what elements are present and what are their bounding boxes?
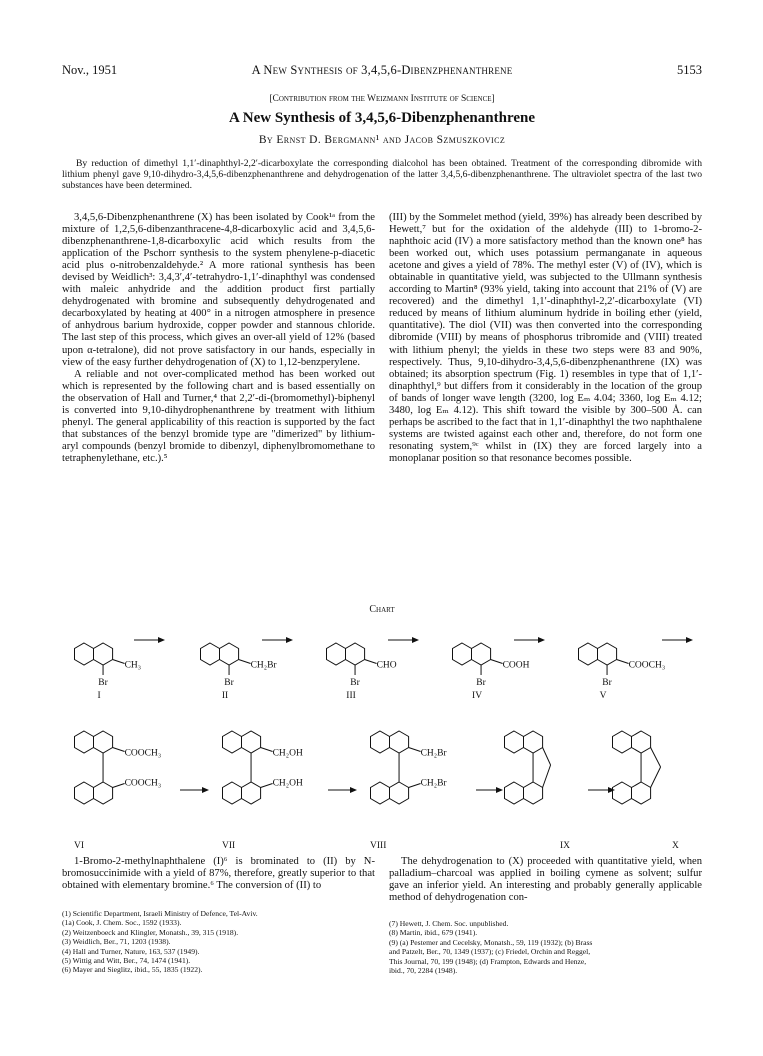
footnote: (8) Martin, ibid., 679 (1941). (389, 928, 478, 938)
substituent-label: CH₃ (124, 660, 142, 671)
compound-numeral: VI (74, 841, 85, 851)
ring-left (75, 731, 94, 753)
ring-right (220, 643, 239, 665)
bromine-label: Br (350, 678, 360, 688)
substituent-label: COOH (502, 660, 530, 671)
substituent-bond (365, 660, 377, 664)
compound-numeral: X (672, 841, 679, 851)
substituent-label: COOCH₃ (124, 778, 162, 789)
ring-left (327, 643, 346, 665)
ring-left (505, 731, 524, 753)
ring-right (242, 731, 261, 753)
ring-left (579, 643, 598, 665)
footnote: ibid., 70, 2284 (1948). (389, 966, 458, 976)
substituent-label: CH₂OH (272, 778, 303, 789)
substituent-label: CH₂Br (420, 748, 447, 759)
running-header (62, 63, 702, 79)
substituent-label: CH₂Br (420, 778, 447, 789)
substituent-bond (261, 748, 273, 752)
contribution-line: [Contribution from the Weizmann Institute of Science] (269, 94, 495, 104)
substituent-label: COOCH₃ (124, 748, 162, 759)
paragraph: A reliable and not over-complicated method has been worked out which is represented by the following chart and is based essentially on the observation of Hall and Turner,⁴ that 2,2′-di-(bromomethyl)-biphenyl is converted into 9,10-dihydrophenanthrene by treatment with lithium phenyl. The general applicability of this reaction is supported by the fact that substances of the benzyl bromide type are "dimerized" by lithium-aryl compounds (benzyl bromide to dibenzyl, diphenylbromomethane to tetraphenylethane, etc.).⁵ (62, 368, 375, 464)
footnote: (2) Weitzenboeck and Klingler, Monatsh., 39, 315 (1918). (62, 927, 239, 937)
footnote: (1) Scientific Department, Israeli Ministry of Defence, Tel-Aviv. (62, 909, 258, 918)
bromine-label: Br (98, 678, 108, 688)
authors: By Ernst D. Bergmann¹ and Jacob Szmuszkovicz (258, 134, 506, 146)
ring-right (390, 731, 409, 753)
footnote: (5) Wittig and Witt, Ber., 74, 1474 (1941). (62, 956, 191, 966)
footnote: (4) Hall and Turner, Nature, 163, 537 (1949). (62, 946, 200, 956)
compound-numeral: III (346, 691, 356, 701)
ring-left (223, 731, 242, 753)
compound-numeral: IV (472, 691, 483, 701)
substituent-label: CH₂Br (250, 660, 277, 671)
compound-numeral: II (221, 691, 229, 701)
ring-right (390, 782, 409, 804)
footnotes-left (62, 909, 375, 975)
substituent-bond (113, 748, 125, 752)
bridge-bond (651, 748, 661, 768)
ring-left (505, 782, 524, 804)
footnote: (7) Hewett, J. Chem. Soc. unpublished. (389, 919, 509, 928)
ring-left (371, 782, 390, 804)
paragraph: 1-Bromo-2-methylnaphthalene (I)⁶ is brominated to (II) by N-bromosuccinimide with a yield of 87%, therefore, greatly superior to that obtained with elementary bromine.⁶ The conversion of (II) to (62, 856, 375, 892)
substituent-label: COOCH₃ (628, 660, 666, 671)
ring-left (453, 643, 472, 665)
lower-left-paragraph (62, 856, 375, 892)
substituent-bond (491, 660, 503, 664)
lower-right-paragraph (389, 856, 702, 904)
compound-numeral: IX (560, 841, 571, 851)
footnote: This Journal, 70, 199 (1948); (d) Frampton, Edwards and Henze, (389, 956, 587, 966)
substituent-bond (239, 660, 251, 664)
bromine-label: Br (476, 678, 486, 688)
footnote: (6) Mayer and Sieglitz, ibid., 55, 1835 (1922). (62, 965, 203, 975)
substituent-bond (113, 660, 125, 664)
article-title: A New Synthesis of 3,4,5,6-Dibenzphenanthrene (229, 110, 535, 126)
bromine-label: Br (602, 678, 612, 688)
compound-numeral: VIII (370, 841, 387, 851)
footnotes-right (389, 919, 702, 975)
ring-left (75, 782, 94, 804)
footnote: and Patzelt, Ber., 70, 1349 (1937); (c) Friedel, Orchin and Reggel, (389, 947, 591, 957)
ring-right (94, 643, 113, 665)
ring-right (598, 643, 617, 665)
paragraph: (III) by the Sommelet method (yield, 39%) has already been described by Hewett,⁷ but for the oxidation of the aldehyde (III) to 1-bromo-2-naphthoic acid (IV) a more satisfactory method than the known one⁸ has been worked out, which uses potassium permanganate in aqueous acetone and gives a yield of 78%. The methyl ester (V) of (IV), which is obtainable in quantitative yield, was subjected to the Ullmann synthesis according to Martin⁸ (93% yield, taking into account that 21% of (V) are recovered) and the dimethyl 1,1′-dinaphthyl-2,2′-dicarboxylate (VI) reduced by means of lithium aluminum hydride in boiling ether (yield, quantitative). The diol (VII) was then converted into the corresponding dibromide (VIII) by means of phosphorus tribromide and (VIII) treated with lithium phenyl; the yields in these two steps were 83 and 90%, respectively. Thus, 9,10-dihydro-3,4,5,6-dibenzphenanthrene (IX) was obtained; its absorption spectrum (Fig. 1) resembles in type that of 1,1′-dinaphthyl,⁹ but differs from it considerably in the location of the group of bands of longer wave length (3200, log Eₘ 4.04; 3360, log Eₘ 4.12; 3480, log Eₘ 4.12). This shift toward the visible by 300–500 Å. can perhaps be ascribed to the fact that in 1,1′-dinaphthyl the two naphthalene systems are twisted against each other and, therefore, do not form one resonating system,⁹ᶜ whilst in (IX) they are forced largely into a monoplanar position so that resonance becomes possible. (389, 212, 702, 464)
ring-left (223, 782, 242, 804)
header-page-number: 5153 (677, 63, 702, 77)
ring-right (632, 782, 651, 804)
ring-left (613, 782, 632, 804)
bridge-bond (651, 767, 661, 788)
left-column (62, 212, 375, 465)
ring-right (524, 782, 543, 804)
footnote: (9) (a) Pestemer and Cecelsky, Monatsh., 59, 119 (1932); (b) Brass (389, 937, 593, 947)
substituent-bond (617, 660, 629, 664)
substituent-bond (409, 748, 421, 752)
ring-right (242, 782, 261, 804)
ring-right (94, 731, 113, 753)
compound-numeral: VII (222, 841, 236, 851)
ring-right (632, 731, 651, 753)
bromine-label: Br (224, 678, 234, 688)
header-running-title: A New Synthesis of 3,4,5,6-Dibenzphenanthrene (251, 63, 513, 77)
substituent-bond (113, 784, 125, 788)
ring-right (346, 643, 365, 665)
ring-right (472, 643, 491, 665)
ring-right (524, 731, 543, 753)
ring-left (201, 643, 220, 665)
header-date: Nov., 1951 (62, 63, 118, 77)
footnote: (1a) Cook, J. Chem. Soc., 1592 (1933). (62, 918, 182, 928)
ring-right (94, 782, 113, 804)
substituent-label: CHO (376, 660, 397, 671)
structure-labels (74, 661, 679, 852)
ring-left (75, 643, 94, 665)
ring-left (371, 731, 390, 753)
substituent-bond (261, 784, 273, 788)
ring-left (613, 731, 632, 753)
abstract: By reduction of dimethyl 1,1′-dinaphthyl-2,2′-dicarboxylate the corresponding dialcohol has been obtained. Treatment of the corresponding dibromide with lithium phenyl gave 9,10-dihydro-3,4,5,6-dibenzphenanthrene and dehydrogenation of the latter 3,4,5,6-dibenzphenanthrene. The ultraviolet spectra of the last two substances have been determined. (62, 158, 702, 191)
footnote: (3) Weidlich, Ber., 71, 1203 (1938). (62, 937, 171, 947)
reaction-chart (62, 614, 702, 852)
bridge-bond (543, 748, 551, 766)
bridge-bond (543, 765, 551, 788)
compound-numeral: V (599, 691, 607, 701)
right-column (389, 212, 702, 465)
paragraph: The dehydrogenation to (X) proceeded with quantitative yield, when palladium–charcoal was applied in boiling cymene as solvent; sulfur gave an inferior yield. An interesting and probably generally applicable method of dehydrogenation con- (389, 856, 702, 904)
substituent-label: CH₂OH (272, 748, 303, 759)
paragraph: 3,4,5,6-Dibenzphenanthrene (X) has been isolated by Cook¹ᵃ from the mixture of 1,2,5,6-dibenzanthracene-4,8-dicarboxylic acid and 3,4,5,6-dibenzphenanthrene-1,8-dicarboxylic acid which results from the application of the Pschorr synthesis to the system phenylene-p-diacetic acid plus o-nitrobenzaldehyde.² A more rational synthesis has been devised by Weidlich³: 3,4,3′,4′-tetrahydro-1,1′-dinaphthyl was condensed with maleic anhydride and the addition product first partially dehydrogenated with bromine and subsequently dehydrogenated and decarboxylated by heating at 400° in a nitrogen atmosphere in presence of anhydrous barium hydroxide, copper powder and stannous chloride. The last step of this process, which gives an over-all yield of 12% (based upon α-tetralone), did not prove satisfactory in our hands, especially in view of the easy further dehydrogenation of (X) to 1,12-benzperylene. (62, 212, 375, 368)
compound-numeral: I (97, 691, 101, 701)
chart-label: Chart (369, 604, 395, 615)
substituent-bond (409, 784, 421, 788)
